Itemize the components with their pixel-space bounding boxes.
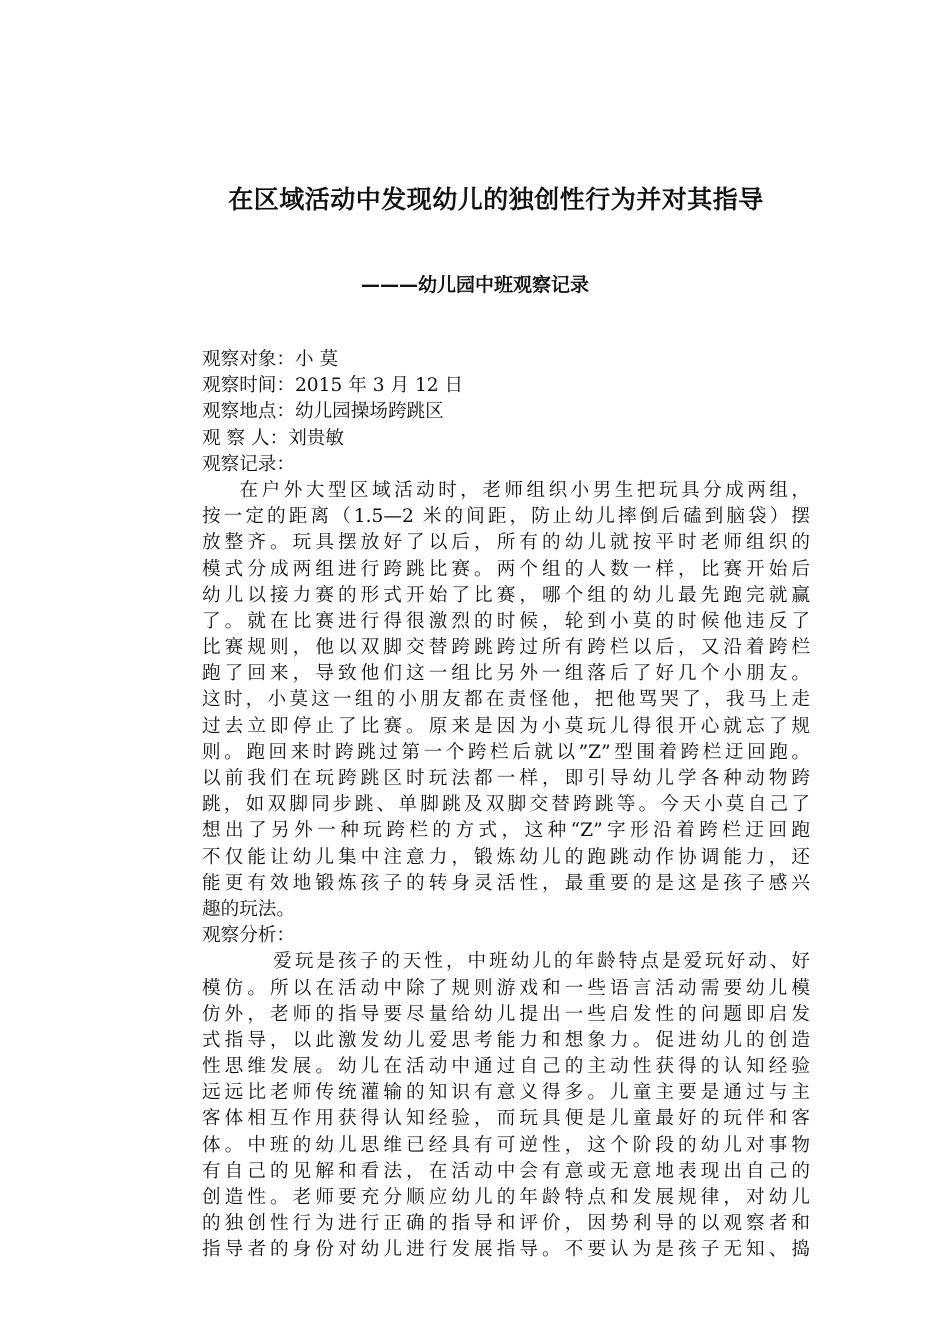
body-line: 客体相互作用获得认知经验，而玩具便是儿童最好的玩伴和客: [202, 1108, 810, 1130]
body-line: 了。就在比赛进行得很激烈的时候，轮到小莫的时候他违反了: [202, 610, 810, 632]
body-line: 远远比老师传统灌输的知识有意义得多。儿童主要是通过与主: [202, 1082, 810, 1104]
body-line: 跳，如双脚同步跳、单脚跳及双脚交替跨跳等。今天小莫自己了: [202, 794, 810, 816]
body-line: 体。中班的幼儿思维已经具有可逆性，这个阶段的幼儿对事物: [202, 1134, 810, 1156]
body-line: 观察地点：幼儿园操场跨跳区: [202, 401, 444, 423]
document-subtitle: ———幼儿园中班观察记录: [360, 274, 589, 296]
body-line: 过去立即停止了比赛。原来是因为小莫玩儿得很开心就忘了规: [202, 715, 810, 737]
body-line: 仿外，老师的指导要尽量给幼儿提出一些启发性的问题即启发: [202, 1003, 810, 1025]
body-line: 能更有效地锻炼孩子的转身灵活性，最重要的是这是孩子感兴: [202, 872, 810, 894]
body-line: 式指导，以此激发幼儿爱思考能力和想象力。促进幼儿的创造: [202, 1029, 810, 1051]
body-line: 观察记录：: [202, 453, 295, 475]
document-body: [202, 347, 810, 1264]
body-line: 观察时间：2015 年 3 月 12 日: [202, 375, 464, 397]
body-line: 创造性。老师要充分顺应幼儿的年龄特点和发展规律，对幼儿: [202, 1187, 810, 1208]
body-line: 幼儿以接力赛的形式开始了比赛，哪个组的幼儿最先跑完就赢: [202, 584, 810, 606]
body-line: 爱玩是孩子的天性，中班幼儿的年龄特点是爱玩好动、好: [202, 951, 810, 973]
body-line: 比赛规则，他以双脚交替跨跳跨过所有跨栏以后，又沿着跨栏: [202, 637, 810, 659]
body-line: 想出了另外一种玩跨栏的方式，这种“Z”字形沿着跨栏迂回跑: [202, 820, 810, 842]
body-line: 的独创性行为进行正确的指导和评价，因势利导的以观察者和: [202, 1213, 810, 1235]
body-line: 性思维发展。幼儿在活动中通过自己的主动性获得的认知经验: [202, 1056, 810, 1078]
body-line: 有自己的见解和看法，在活动中会有意或无意地表现出自己的: [202, 1160, 810, 1182]
body-line: 观 察 人：刘贵敏: [202, 427, 344, 449]
document-title: 在区域活动中发现幼儿的独创性行为并对其指导: [228, 185, 764, 214]
body-line: 这时，小莫这一组的小朋友都在责怪他，把他骂哭了，我马上走: [202, 689, 810, 711]
body-line: 放整齐。玩具摆放好了以后，所有的幼儿就按平时老师组织的: [202, 532, 810, 554]
body-line: 不仅能让幼儿集中注意力，锻炼幼儿的跑跳动作协调能力，还: [202, 846, 810, 868]
body-line: 按一定的距离（1.5—2 米的间距，防止幼儿摔倒后磕到脑袋）摆: [202, 506, 810, 528]
body-line: 趣的玩法。: [202, 898, 295, 920]
body-line: 则。跑回来时跨跳过第一个跨栏后就以”Z”型围着跨栏迂回跑。: [202, 741, 810, 763]
body-line: 观察分析：: [202, 925, 295, 947]
body-line: 指导者的身份对幼儿进行发展指导。不要认为是孩子无知、捣: [202, 1239, 810, 1261]
body-line: 观察对象：小 莫: [202, 349, 339, 370]
body-line: 跑了回来，导致他们这一组比另外一组落后了好几个小朋友。: [202, 663, 810, 685]
body-line: 在户外大型区域活动时，老师组织小男生把玩具分成两组，: [202, 479, 810, 501]
body-line: 以前我们在玩跨跳区时玩法都一样，即引导幼儿学各种动物跨: [202, 768, 810, 789]
body-line: 模式分成两组进行跨跳比赛。两个组的人数一样，比赛开始后: [202, 558, 810, 580]
body-line: 模仿。所以在活动中除了规则游戏和一些语言活动需要幼儿模: [202, 977, 810, 999]
